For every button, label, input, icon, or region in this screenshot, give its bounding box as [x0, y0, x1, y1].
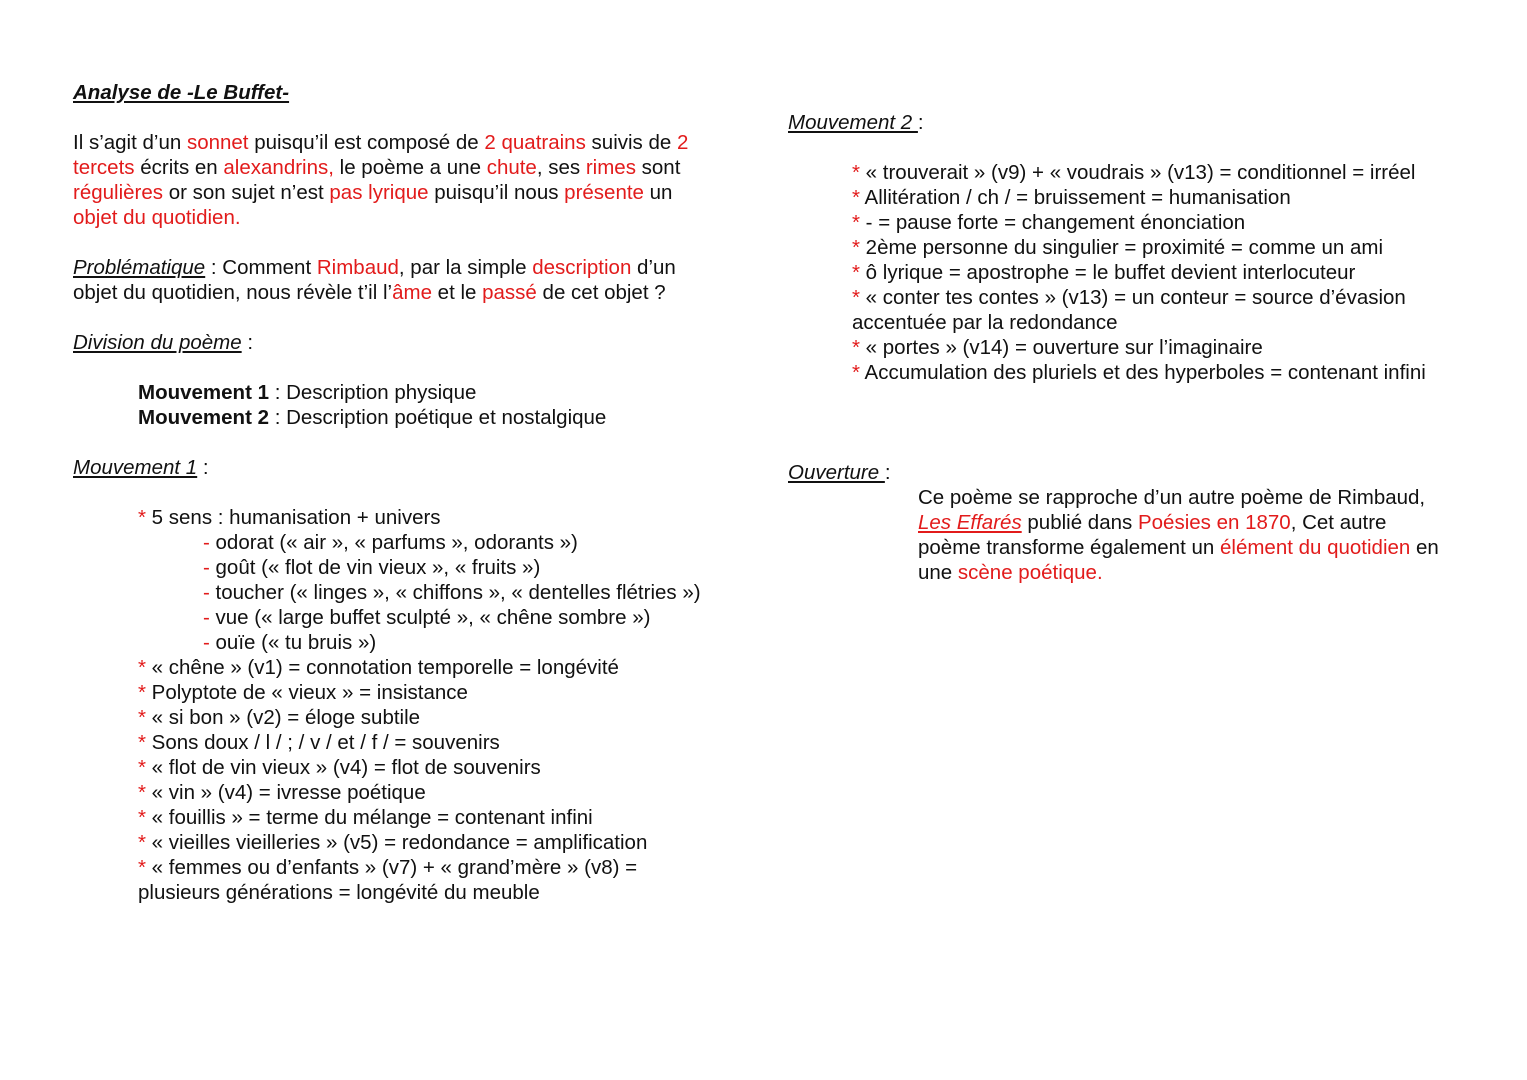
text: Ce poème se rapproche d’un autre poème de Rimbaud, [918, 486, 1426, 509]
highlight-text: chute [486, 156, 537, 179]
text: objet du quotidien, nous révèle t’il l’ [73, 281, 393, 304]
poem-title-link: Les Effarés [918, 511, 1022, 534]
separator: : [917, 111, 924, 134]
analysis-point [852, 185, 1291, 210]
text: puisqu’il est composé de [248, 131, 485, 154]
separator: : [241, 331, 254, 354]
bullet-text: Sons doux / l / ; / v / et / f / = souvenirs [145, 731, 500, 754]
analysis-point [138, 755, 541, 780]
bullet-text: accentuée par la redondance [852, 311, 1118, 334]
bullet-text: goût (« flot de vin vieux », « fruits ») [209, 556, 541, 579]
highlight-text: description [532, 256, 632, 279]
bullet-text: ô lyrique = apostrophe = le buffet devient interlocuteur [859, 261, 1356, 284]
problematique-line-2 [73, 280, 666, 305]
highlight-text: 2 [677, 131, 689, 154]
bullet-text: vue (« large buffet sculpté », « chêne sombre ») [209, 606, 651, 629]
bullet-star-icon: * [852, 211, 860, 234]
bullet-text: « flot de vin vieux » (v4) = flot de souvenirs [145, 756, 541, 779]
bullet-text: « vieilles vieilleries » (v5) = redondance = amplification [145, 831, 648, 854]
analysis-point-continuation [852, 310, 1118, 335]
ouverture-label: Ouverture [788, 461, 885, 484]
text: , Cet autre [1290, 511, 1387, 534]
bullet-star-icon: * [852, 361, 860, 384]
analysis-point [138, 730, 500, 755]
bullet-star-icon: * [852, 161, 860, 184]
highlight-text: alexandrins, [223, 156, 334, 179]
analysis-point [138, 655, 619, 680]
bullet-text: « femmes ou d’enfants » (v7) + « grand’mère » (v8) = [145, 856, 638, 879]
bullet-text: « chêne » (v1) = connotation temporelle = longévité [145, 656, 619, 679]
sense-item [203, 530, 578, 555]
analysis-point [852, 260, 1355, 285]
bullet-star-icon: * [138, 781, 146, 804]
bullet-star-icon: * [138, 656, 146, 679]
analysis-point [852, 335, 1263, 360]
text: de cet objet ? [536, 281, 666, 304]
text: sont [635, 156, 681, 179]
bullet-text: Accumulation des pluriels et des hyperboles = contenant infini [859, 361, 1426, 384]
bullet-text: toucher (« linges », « chiffons », « dentelles flétries ») [209, 581, 701, 604]
highlight-text: sonnet [186, 131, 249, 154]
highlight-text: scène poétique. [957, 561, 1103, 584]
text: Il s’agit d’un [73, 131, 187, 154]
bullet-dash-icon: - [203, 581, 210, 604]
bullet-text: odorat (« air », « parfums », odorants ») [209, 531, 578, 554]
sense-item [203, 605, 650, 630]
separator: : [197, 456, 209, 479]
bullet-star-icon: * [852, 236, 860, 259]
paragraph-line [918, 560, 1103, 585]
mouvement1-label: Mouvement 1 [73, 456, 198, 479]
analysis-point [138, 780, 426, 805]
bullet-text: plusieurs générations = longévité du meuble [138, 881, 540, 904]
highlight-text: Rimbaud [316, 256, 399, 279]
bullet-star-icon: * [138, 731, 146, 754]
bullet-star-icon: * [852, 186, 860, 209]
bullet-text: « si bon » (v2) = éloge subtile [145, 706, 421, 729]
division-item-1 [138, 380, 476, 405]
separator: : [884, 461, 891, 484]
bullet-dash-icon: - [203, 606, 210, 629]
paragraph-line [918, 485, 1425, 510]
bullet-text: « trouverait » (v9) + « voudrais » (v13) = conditionnel = irréel [859, 161, 1416, 184]
text: Comment [222, 256, 317, 279]
text: , ses [536, 156, 586, 179]
text: écrits en [134, 156, 224, 179]
page-title: Analyse de -Le Buffet- [73, 81, 290, 104]
analysis-point [138, 680, 468, 705]
text: et le [431, 281, 483, 304]
analysis-point [138, 830, 647, 855]
analysis-point [138, 805, 593, 830]
bullet-text: - = pause forte = changement énonciation [859, 211, 1246, 234]
paragraph-line [73, 180, 672, 205]
senses-heading [138, 505, 441, 530]
bullet-star-icon: * [138, 756, 146, 779]
sense-item [203, 630, 376, 655]
bullet-text: « conter tes contes » (v13) = un conteur = source d’évasion [859, 286, 1406, 309]
text: en [1410, 536, 1439, 559]
highlight-text: Poésies en 1870 [1137, 511, 1291, 534]
sense-item [203, 555, 540, 580]
bullet-star-icon: * [138, 806, 146, 829]
analysis-point [852, 160, 1415, 185]
division-item-name: Mouvement 2 [138, 406, 269, 429]
text: or son sujet n’est [163, 181, 330, 204]
bullet-dash-icon: - [203, 531, 210, 554]
division-item-desc: : Description poétique et nostalgique [269, 406, 607, 429]
paragraph-line [918, 535, 1439, 560]
highlight-text: pas lyrique [329, 181, 429, 204]
bullet-star-icon: * [138, 681, 146, 704]
separator: : [205, 256, 223, 279]
analysis-point [852, 360, 1426, 385]
mouvement2-heading [788, 110, 924, 135]
analysis-point-continuation [138, 880, 540, 905]
highlight-text: âme [392, 281, 432, 304]
bullet-star-icon: * [852, 261, 860, 284]
text: poème transforme également un [918, 536, 1220, 559]
bullet-star-icon: * [138, 706, 146, 729]
paragraph-line [73, 155, 680, 180]
bullet-text: ouïe (« tu bruis ») [209, 631, 377, 654]
highlight-text: régulières [73, 181, 164, 204]
division-heading [73, 330, 253, 355]
bullet-text: « fouillis » = terme du mélange = contenant infini [145, 806, 593, 829]
bullet-dash-icon: - [203, 556, 210, 579]
text: suivis de [585, 131, 677, 154]
bullet-star-icon: * [852, 286, 860, 309]
analysis-point [852, 235, 1383, 260]
analysis-point [852, 285, 1406, 310]
division-item-2 [138, 405, 606, 430]
problematique-label: Problématique [73, 256, 206, 279]
text: une [918, 561, 958, 584]
division-item-desc: : Description physique [269, 381, 477, 404]
highlight-text: objet du quotidien. [73, 206, 241, 229]
text: publié dans [1021, 511, 1138, 534]
division-item-name: Mouvement 1 [138, 381, 269, 404]
highlight-text: élément du quotidien [1219, 536, 1411, 559]
highlight-text: 2 quatrains [484, 131, 586, 154]
bullet-text: Polyptote de « vieux » = insistance [145, 681, 468, 704]
division-label: Division du poème [73, 331, 242, 354]
bullet-star-icon: * [852, 336, 860, 359]
bullet-text: « portes » (v14) = ouverture sur l’imaginaire [859, 336, 1263, 359]
bullet-text: 2ème personne du singulier = proximité = comme un ami [859, 236, 1383, 259]
highlight-text: présente [564, 181, 644, 204]
senses-head-text: 5 sens : humanisation + univers [145, 506, 441, 529]
bullet-text: Allitération / ch / = bruissement = humanisation [859, 186, 1291, 209]
text: un [643, 181, 673, 204]
text: d’un [631, 256, 676, 279]
analysis-point [138, 855, 637, 880]
mouvement1-heading [73, 455, 209, 480]
text: , par la simple [398, 256, 533, 279]
bullet-star-icon: * [138, 831, 146, 854]
mouvement2-label: Mouvement 2 [788, 111, 918, 134]
paragraph-line [73, 205, 241, 230]
problematique-line-1 [73, 255, 676, 280]
sense-item [203, 580, 701, 605]
text: puisqu’il nous [428, 181, 565, 204]
bullet-text: « vin » (v4) = ivresse poétique [145, 781, 426, 804]
paragraph-line [918, 510, 1386, 535]
bullet-dash-icon: - [203, 631, 210, 654]
highlight-text: tercets [73, 156, 135, 179]
analysis-point [852, 210, 1245, 235]
text: le poème a une [333, 156, 487, 179]
analysis-point [138, 705, 420, 730]
bullet-star-icon: * [138, 856, 146, 879]
highlight-text: passé [482, 281, 537, 304]
bullet-star-icon: * [138, 506, 146, 529]
paragraph-line [73, 130, 688, 155]
problematique-text-1 [222, 256, 676, 279]
ouverture-heading [788, 460, 891, 485]
highlight-text: rimes [585, 156, 636, 179]
